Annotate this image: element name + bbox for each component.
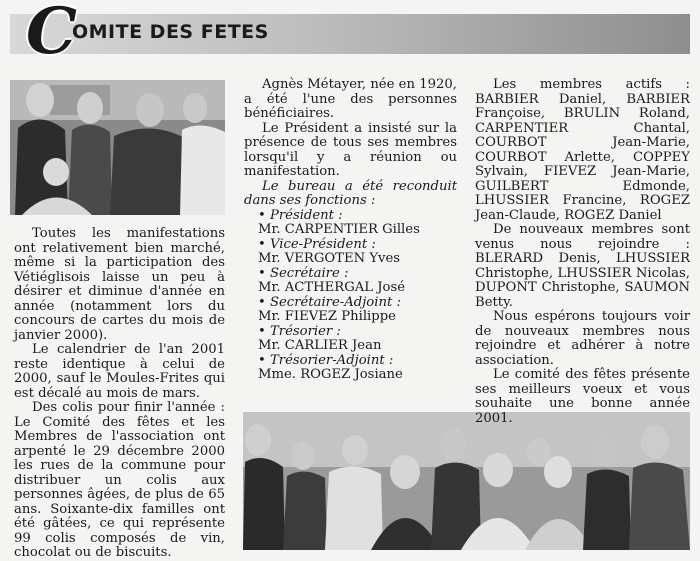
paragraph: Agnès Métayer, née en 1920, a été l'une des personnes bénéficiaires. <box>244 77 457 121</box>
role-name: Mme. ROGEZ Josiane <box>258 367 403 382</box>
role-label: • Président : <box>258 207 343 223</box>
group-photo-bottom <box>243 412 690 550</box>
role-label: • Trésorier : <box>258 323 341 339</box>
column-right <box>475 78 690 426</box>
role-label: • Secrétaire : <box>258 265 349 281</box>
role-label: • Secrétaire-Adjoint : <box>258 294 401 310</box>
paragraph: Le calendrier de l'an 2001 reste identique à celui de 2000, sauf le Moules-Frites qui est décalé au mois de mars. <box>14 342 225 401</box>
paragraph: Nous espérons toujours voir de nouveaux membres nous rejoindre et adhérer à notre association. <box>475 309 690 368</box>
role-name: Mr. ACTHERGAL José <box>258 280 406 295</box>
column-left <box>14 227 225 561</box>
paragraph: Le Président a insisté sur la présence de tous ses membres lorsqu'il y a réunion ou manifestation. <box>244 120 457 179</box>
section-initial: C <box>26 0 77 69</box>
paragraph: Toutes les manifestations ont relativement bien marché, même si la participation des Vétiéglisois laisse un peu à désirer et diminue d'année en année (notamment lors du concours de cartes du mois de janvier 2000). <box>14 226 225 343</box>
role-name: Mr. VERGOTEN Yves <box>258 251 401 266</box>
paragraph-wishes: Le comité des fêtes présente ses meilleurs voeux et vous souhaite une bonne année 2001. <box>475 367 690 426</box>
role-name: Mr. FIEVEZ Philippe <box>258 309 396 324</box>
role-label: • Vice-Président : <box>258 236 376 252</box>
column-middle <box>244 78 457 383</box>
role-label: • Trésorier-Adjoint : <box>258 352 394 368</box>
paragraph: Des colis pour finir l'année : Le Comité des fêtes et les Membres de l'association ont arpenté le 29 décembre 2000 les rues de la commune pour distribuer un colis aux personnes âgées, de plus de 65 ans. Soixante-dix familles ont été gâtées, ce qui représente 99 colis composés de vin, chocolat ou de biscuits. <box>14 400 225 560</box>
paragraph-bureau-intro: Le bureau a été reconduit dans ses fonctions : <box>244 178 457 208</box>
paragraph-active-members: Les membres actifs : BARBIER Daniel, BARBIER Françoise, BRULIN Roland, CARPENTIER Chantal, COURBOT Jean-Marie, COURBOT Arlette, COPPEY Sylvain, FIEVEZ Jean-Marie, GUILBERT Edmonde, LHUSSIER Francine, ROGEZ Jean-Claude, ROGEZ Daniel <box>475 77 690 223</box>
group-photo-top <box>10 80 225 215</box>
paragraph-new-members: De nouveaux membres sont venus nous rejoindre : BLERARD Denis, LHUSSIER Christophe, LHUSSIER Nicolas, DUPONT Christophe, SAUMON Betty. <box>475 222 690 310</box>
role-name: Mr. CARPENTIER Gilles <box>258 222 420 237</box>
role-name: Mr. CARLIER Jean <box>258 338 382 353</box>
section-title: OMITE DES FETES <box>72 21 269 43</box>
